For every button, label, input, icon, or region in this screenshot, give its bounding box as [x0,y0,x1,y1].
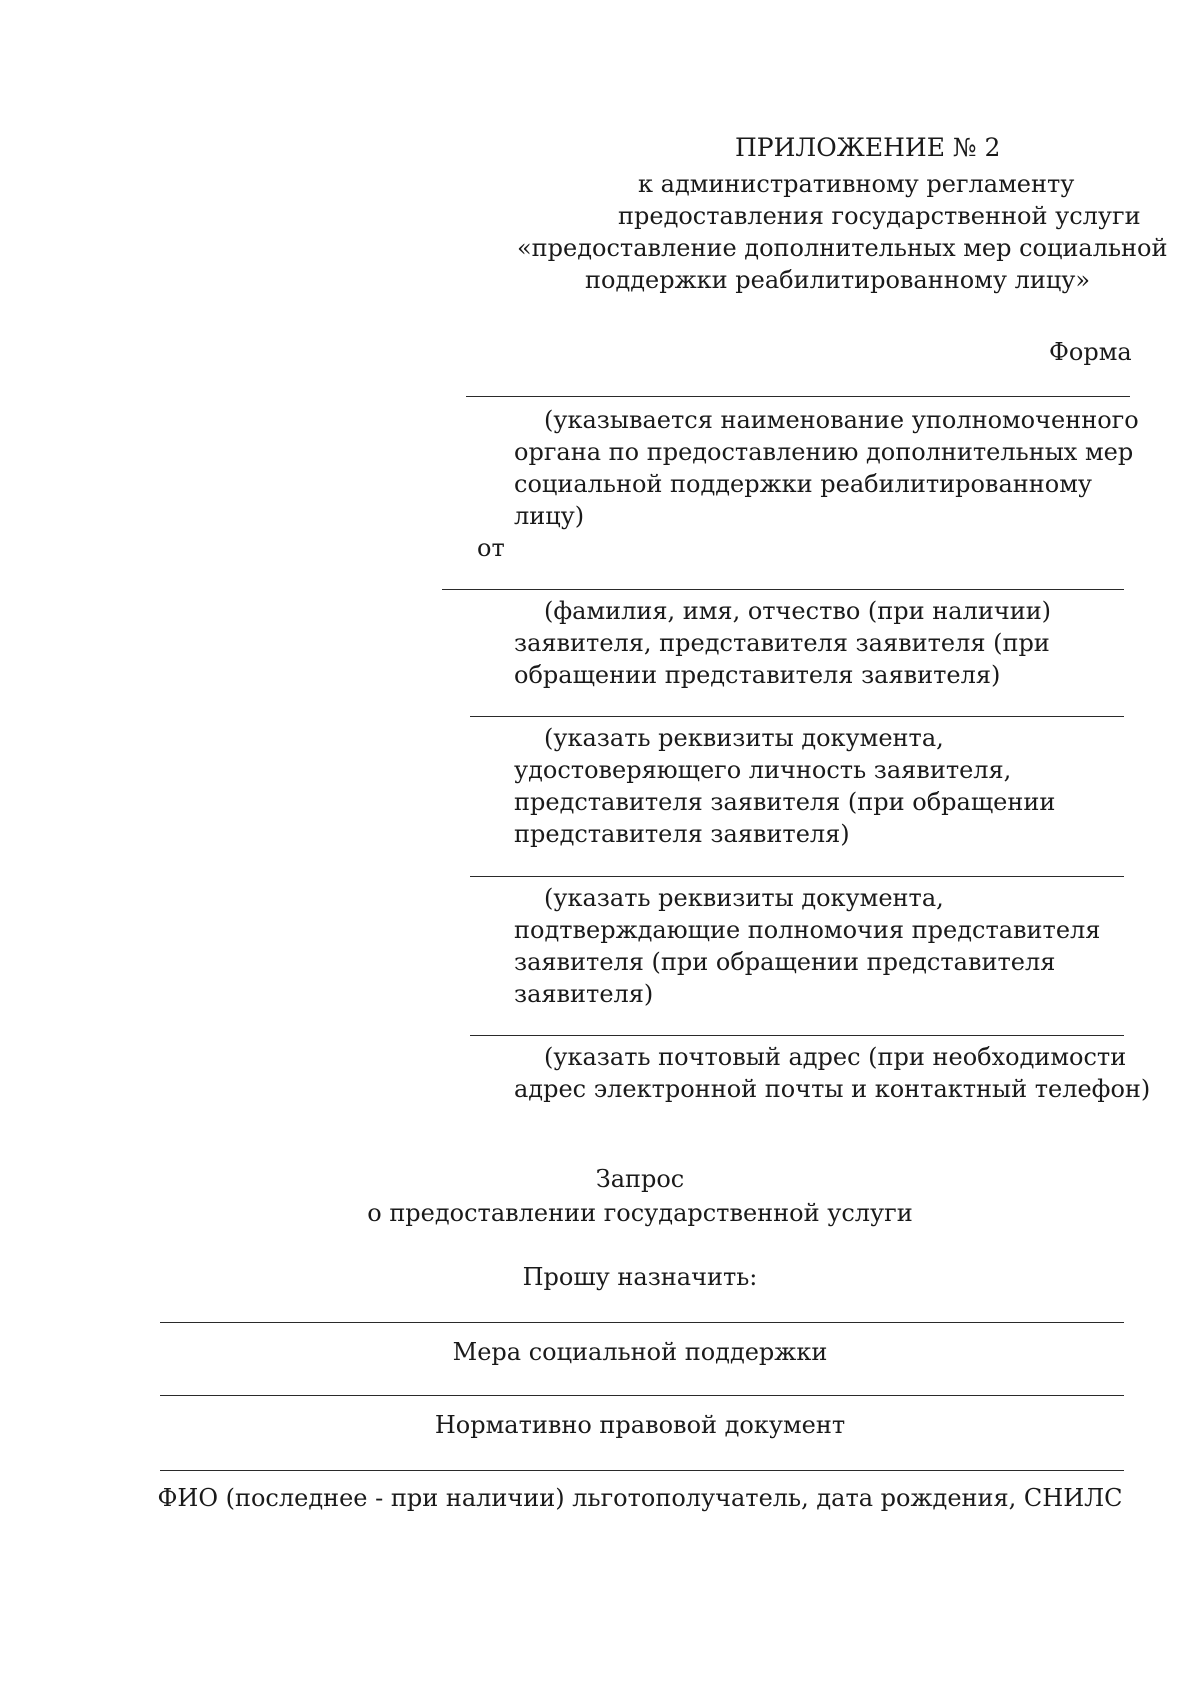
header-line: «предоставление дополнительных мер социальной [517,234,1168,262]
identity-doc-hint-line: удостоверяющего личность заявителя, [514,756,1012,784]
identity-doc-hint-line: представителя заявителя) [514,820,850,848]
form-label: Форма [1049,338,1132,366]
authority-doc-underline [470,876,1124,877]
organ-hint-line: (указывается наименование уполномоченного [544,406,1139,434]
identity-doc-hint-line: (указать реквизиты документа, [544,724,944,752]
request-ask: Прошу назначить: [522,1263,758,1291]
beneficiary-label: ФИО (последнее - при наличии) льготополучатель, дата рождения, СНИЛС [157,1484,1123,1512]
authority-doc-hint-line: заявителя) [514,980,654,1008]
beneficiary-underline [160,1470,1124,1471]
request-title: Запрос [595,1165,685,1193]
contact-hint-line: (указать почтовый адрес (при необходимости [544,1043,1127,1071]
from-label: от [477,534,505,562]
contact-hint-line: адрес электронной почты и контактный телефон) [514,1075,1151,1103]
identity-doc-underline [470,716,1124,717]
header-line: к административному регламенту [638,170,1075,198]
applicant-underline [442,589,1124,590]
organ-hint-line: органа по предоставлению дополнительных мер [514,438,1134,466]
header-line: поддержки реабилитированному лицу» [585,266,1091,294]
organ-hint-line: лицу) [514,502,585,530]
header-line: предоставления государственной услуги [618,202,1141,230]
normative-underline [160,1395,1124,1396]
identity-doc-hint-line: представителя заявителя (при обращении [514,788,1056,816]
applicant-hint-line: обращении представителя заявителя) [514,661,1001,689]
measure-underline [160,1322,1124,1323]
applicant-hint-line: (фамилия, имя, отчество (при наличии) [544,597,1052,625]
applicant-hint-line: заявителя, представителя заявителя (при [514,629,1050,657]
authority-doc-hint-line: заявителя (при обращении представителя [514,948,1056,976]
contact-underline [470,1035,1124,1036]
organ-hint-line: социальной поддержки реабилитированному [514,470,1092,498]
appendix-title: ПРИЛОЖЕНИЕ № 2 [735,133,1001,162]
request-subtitle: о предоставлении государственной услуги [367,1199,913,1227]
authority-doc-hint-line: подтверждающие полномочия представителя [514,916,1101,944]
authority-doc-hint-line: (указать реквизиты документа, [544,884,944,912]
normative-label: Нормативно правовой документ [434,1411,846,1439]
organ-underline [466,396,1130,397]
measure-label: Мера социальной поддержки [452,1338,828,1366]
